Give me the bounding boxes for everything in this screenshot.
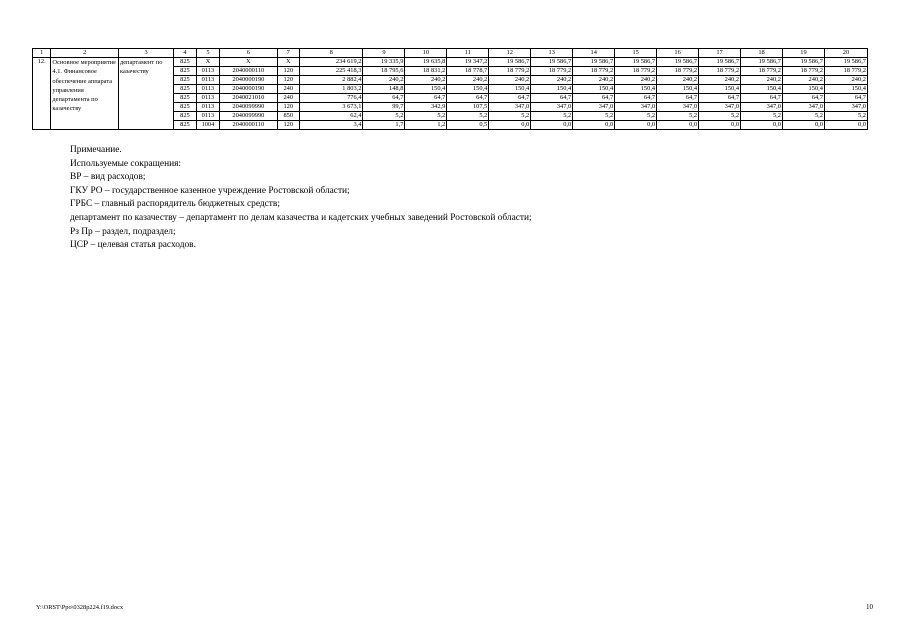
table-cell: 150,4 [657,85,699,94]
table-cell: 62,4 [300,112,363,121]
table-cell: 825 [174,94,197,103]
table-cell: 18 779,2 [741,67,783,76]
column-header-5: 5 [196,49,220,58]
note-item: ГКУ РО – государственное казенное учреждение Ростовской области; [70,185,350,196]
table-cell: 5,2 [615,112,657,121]
note-item: ВР – вид расходов; [70,172,146,183]
table-cell: 150,4 [824,85,867,94]
table-cell: 240,2 [824,76,867,85]
table-cell: 2040099990 [220,112,277,121]
column-header-8: 8 [300,49,363,58]
table-cell: 18 779,2 [489,67,531,76]
table-cell: 5,2 [699,112,741,121]
table-cell: 18 779,2 [615,67,657,76]
table-cell: 3,4 [300,121,363,130]
column-header-14: 14 [573,49,615,58]
table-cell: 5,2 [782,112,824,121]
table-cell: 64,7 [699,94,741,103]
table-cell: 347,0 [573,103,615,112]
table-cell: 0113 [196,85,220,94]
notes-section [70,144,532,253]
table-cell: 5,2 [489,112,531,121]
table-cell: 240,2 [405,76,447,85]
table-cell: 5,2 [363,112,405,121]
table-cell: 120 [277,103,300,112]
table-cell: 2040000110 [220,121,277,130]
table-cell: 150,4 [615,85,657,94]
table-cell: 240 [277,85,300,94]
table-cell: 825 [174,112,197,121]
table-cell: 150,4 [531,85,573,94]
table-cell: 0,0 [824,121,867,130]
footer-page-number: 10 [866,603,873,611]
budget-table [32,48,868,130]
footer-file-path: Y:\ORST\Ppo\0328p224.f19.docx [36,604,124,611]
column-header-3: 3 [118,49,173,58]
table-cell: 19 586,7 [741,58,783,67]
table-header-row [33,49,868,58]
column-header-19: 19 [782,49,824,58]
row-number: 12. [33,58,51,130]
table-cell: 0,0 [741,121,783,130]
table-cell: 150,4 [573,85,615,94]
table-cell: 19 586,7 [615,58,657,67]
notes-title: Примечание. [70,145,122,155]
table-cell: 825 [174,58,197,67]
table-cell: 150,4 [782,85,824,94]
table-cell: 240,2 [573,76,615,85]
table-cell: 825 [174,103,197,112]
table-cell: 120 [277,121,300,130]
table-cell: 5,2 [824,112,867,121]
table-cell: 18 831,2 [405,67,447,76]
table-cell: 0113 [196,94,220,103]
table-cell: 18 779,2 [782,67,824,76]
table-cell: 64,7 [489,94,531,103]
table-cell: 150,4 [699,85,741,94]
table-cell: 240,2 [782,76,824,85]
table-cell: 150,4 [405,85,447,94]
table-cell: 1,7 [363,121,405,130]
table-cell: 5,2 [741,112,783,121]
table-cell: 240,2 [741,76,783,85]
table-cell: 18 779,2 [699,67,741,76]
table-cell: 19 586,7 [824,58,867,67]
table-cell: 347,0 [782,103,824,112]
table-cell: 240,2 [489,76,531,85]
table-cell: 18 779,2 [657,67,699,76]
table-cell: 64,7 [573,94,615,103]
table-cell: 0,0 [489,121,531,130]
table-cell: 347,0 [824,103,867,112]
table-cell: 5,2 [405,112,447,121]
table-cell: 347,0 [489,103,531,112]
table-cell: 240,2 [657,76,699,85]
note-item: ГРБС – главный распорядитель бюджетных средств; [70,199,280,210]
column-header-2: 2 [51,49,119,58]
table-cell: 150,4 [489,85,531,94]
table-cell: 2040000110 [220,67,277,76]
table-cell: 5,2 [573,112,615,121]
table-cell: 776,4 [300,94,363,103]
table-cell: 1,2 [405,121,447,130]
table-cell: 0113 [196,112,220,121]
table-cell: X [220,58,277,67]
table-cell: 1004 [196,121,220,130]
table-cell: 0,0 [782,121,824,130]
table-cell: 148,8 [363,85,405,94]
note-item: ЦСР – целевая статья расходов. [70,240,196,251]
table-cell: 150,4 [447,85,489,94]
table-cell: 1 803,2 [300,85,363,94]
table-cell: 825 [174,67,197,76]
table-cell: 99,7 [363,103,405,112]
table-cell: 19 586,7 [489,58,531,67]
table-cell: 18 779,2 [531,67,573,76]
column-header-6: 6 [220,49,277,58]
column-header-18: 18 [741,49,783,58]
column-header-11: 11 [447,49,489,58]
column-header-4: 4 [174,49,197,58]
table-cell: 347,0 [657,103,699,112]
table-cell: 19 347,2 [447,58,489,67]
table-cell: 18 779,2 [824,67,867,76]
table-cell: 347,0 [741,103,783,112]
column-header-9: 9 [363,49,405,58]
table-cell: 850 [277,112,300,121]
table-cell: 3 673,1 [300,103,363,112]
table-cell: 240,2 [447,76,489,85]
table-cell: 225 418,3 [300,67,363,76]
event-label: Основное мероприятие 4.1. Финансовое обеспечение аппарата управления департамента по казачеству [51,58,119,130]
table-cell: 240,2 [615,76,657,85]
table-cell: X [196,58,220,67]
table-cell: 2040021010 [220,94,277,103]
table-cell: 2040099990 [220,103,277,112]
notes-subtitle: Используемые сокращения: [70,158,182,169]
table-cell: 18 778,7 [447,67,489,76]
table-cell: 0,0 [615,121,657,130]
table-cell: 347,0 [699,103,741,112]
table-cell: 0,0 [699,121,741,130]
table-cell: 19 335,9 [363,58,405,67]
table-cell: 0113 [196,76,220,85]
table-cell: 64,7 [363,94,405,103]
table-cell: 18 795,6 [363,67,405,76]
table-cell: 234 619,2 [300,58,363,67]
column-header-1: 1 [33,49,51,58]
table-cell: 0,5 [447,121,489,130]
column-header-20: 20 [824,49,867,58]
table-cell: 64,7 [531,94,573,103]
table-cell: 107,5 [447,103,489,112]
table-cell: 19 586,7 [573,58,615,67]
table-cell: 64,7 [657,94,699,103]
table-cell: 19 635,8 [405,58,447,67]
column-header-15: 15 [615,49,657,58]
table-cell: 0113 [196,67,220,76]
table-cell: 0,0 [573,121,615,130]
table-cell: 120 [277,76,300,85]
table-cell: 64,7 [615,94,657,103]
table-cell: 825 [174,76,197,85]
executor-label: департамент по казачеству [118,58,173,130]
table-cell: 64,7 [405,94,447,103]
table-cell: 240,2 [531,76,573,85]
column-header-10: 10 [405,49,447,58]
table-cell: 347,0 [531,103,573,112]
table-cell: 2040000190 [220,85,277,94]
table-cell: 64,7 [741,94,783,103]
table-cell: 19 586,7 [657,58,699,67]
column-header-13: 13 [531,49,573,58]
table-cell: 240,2 [699,76,741,85]
table-cell: 5,2 [531,112,573,121]
table-cell: 240 [277,94,300,103]
column-header-16: 16 [657,49,699,58]
table-cell: 120 [277,67,300,76]
table-cell: 150,4 [741,85,783,94]
table-cell: 5,2 [657,112,699,121]
table-cell: X [277,58,300,67]
table-cell: 240,2 [363,76,405,85]
table-cell: 19 586,7 [531,58,573,67]
table-cell: 0,0 [531,121,573,130]
table-cell: 64,7 [782,94,824,103]
table-cell: 342,9 [405,103,447,112]
table-cell: 2 882,4 [300,76,363,85]
table-cell: 64,7 [447,94,489,103]
table-cell: 19 586,7 [699,58,741,67]
table-cell: 347,0 [615,103,657,112]
column-header-7: 7 [277,49,300,58]
table-cell: 0,0 [657,121,699,130]
table-cell: 18 779,2 [573,67,615,76]
table-cell: 5,2 [447,112,489,121]
table-cell: 19 586,7 [782,58,824,67]
note-item: Рз Пр – раздел, подраздел; [70,226,176,237]
table-cell: 0113 [196,103,220,112]
column-header-17: 17 [699,49,741,58]
column-header-12: 12 [489,49,531,58]
note-item: департамент по казачеству – департамент по делам казачества и кадетских учебных заведений Ростовской области; [70,212,532,223]
table-cell: 64,7 [824,94,867,103]
table-cell: 825 [174,85,197,94]
table-cell: 825 [174,121,197,130]
table-cell: 2040000190 [220,76,277,85]
table-row [33,58,868,67]
